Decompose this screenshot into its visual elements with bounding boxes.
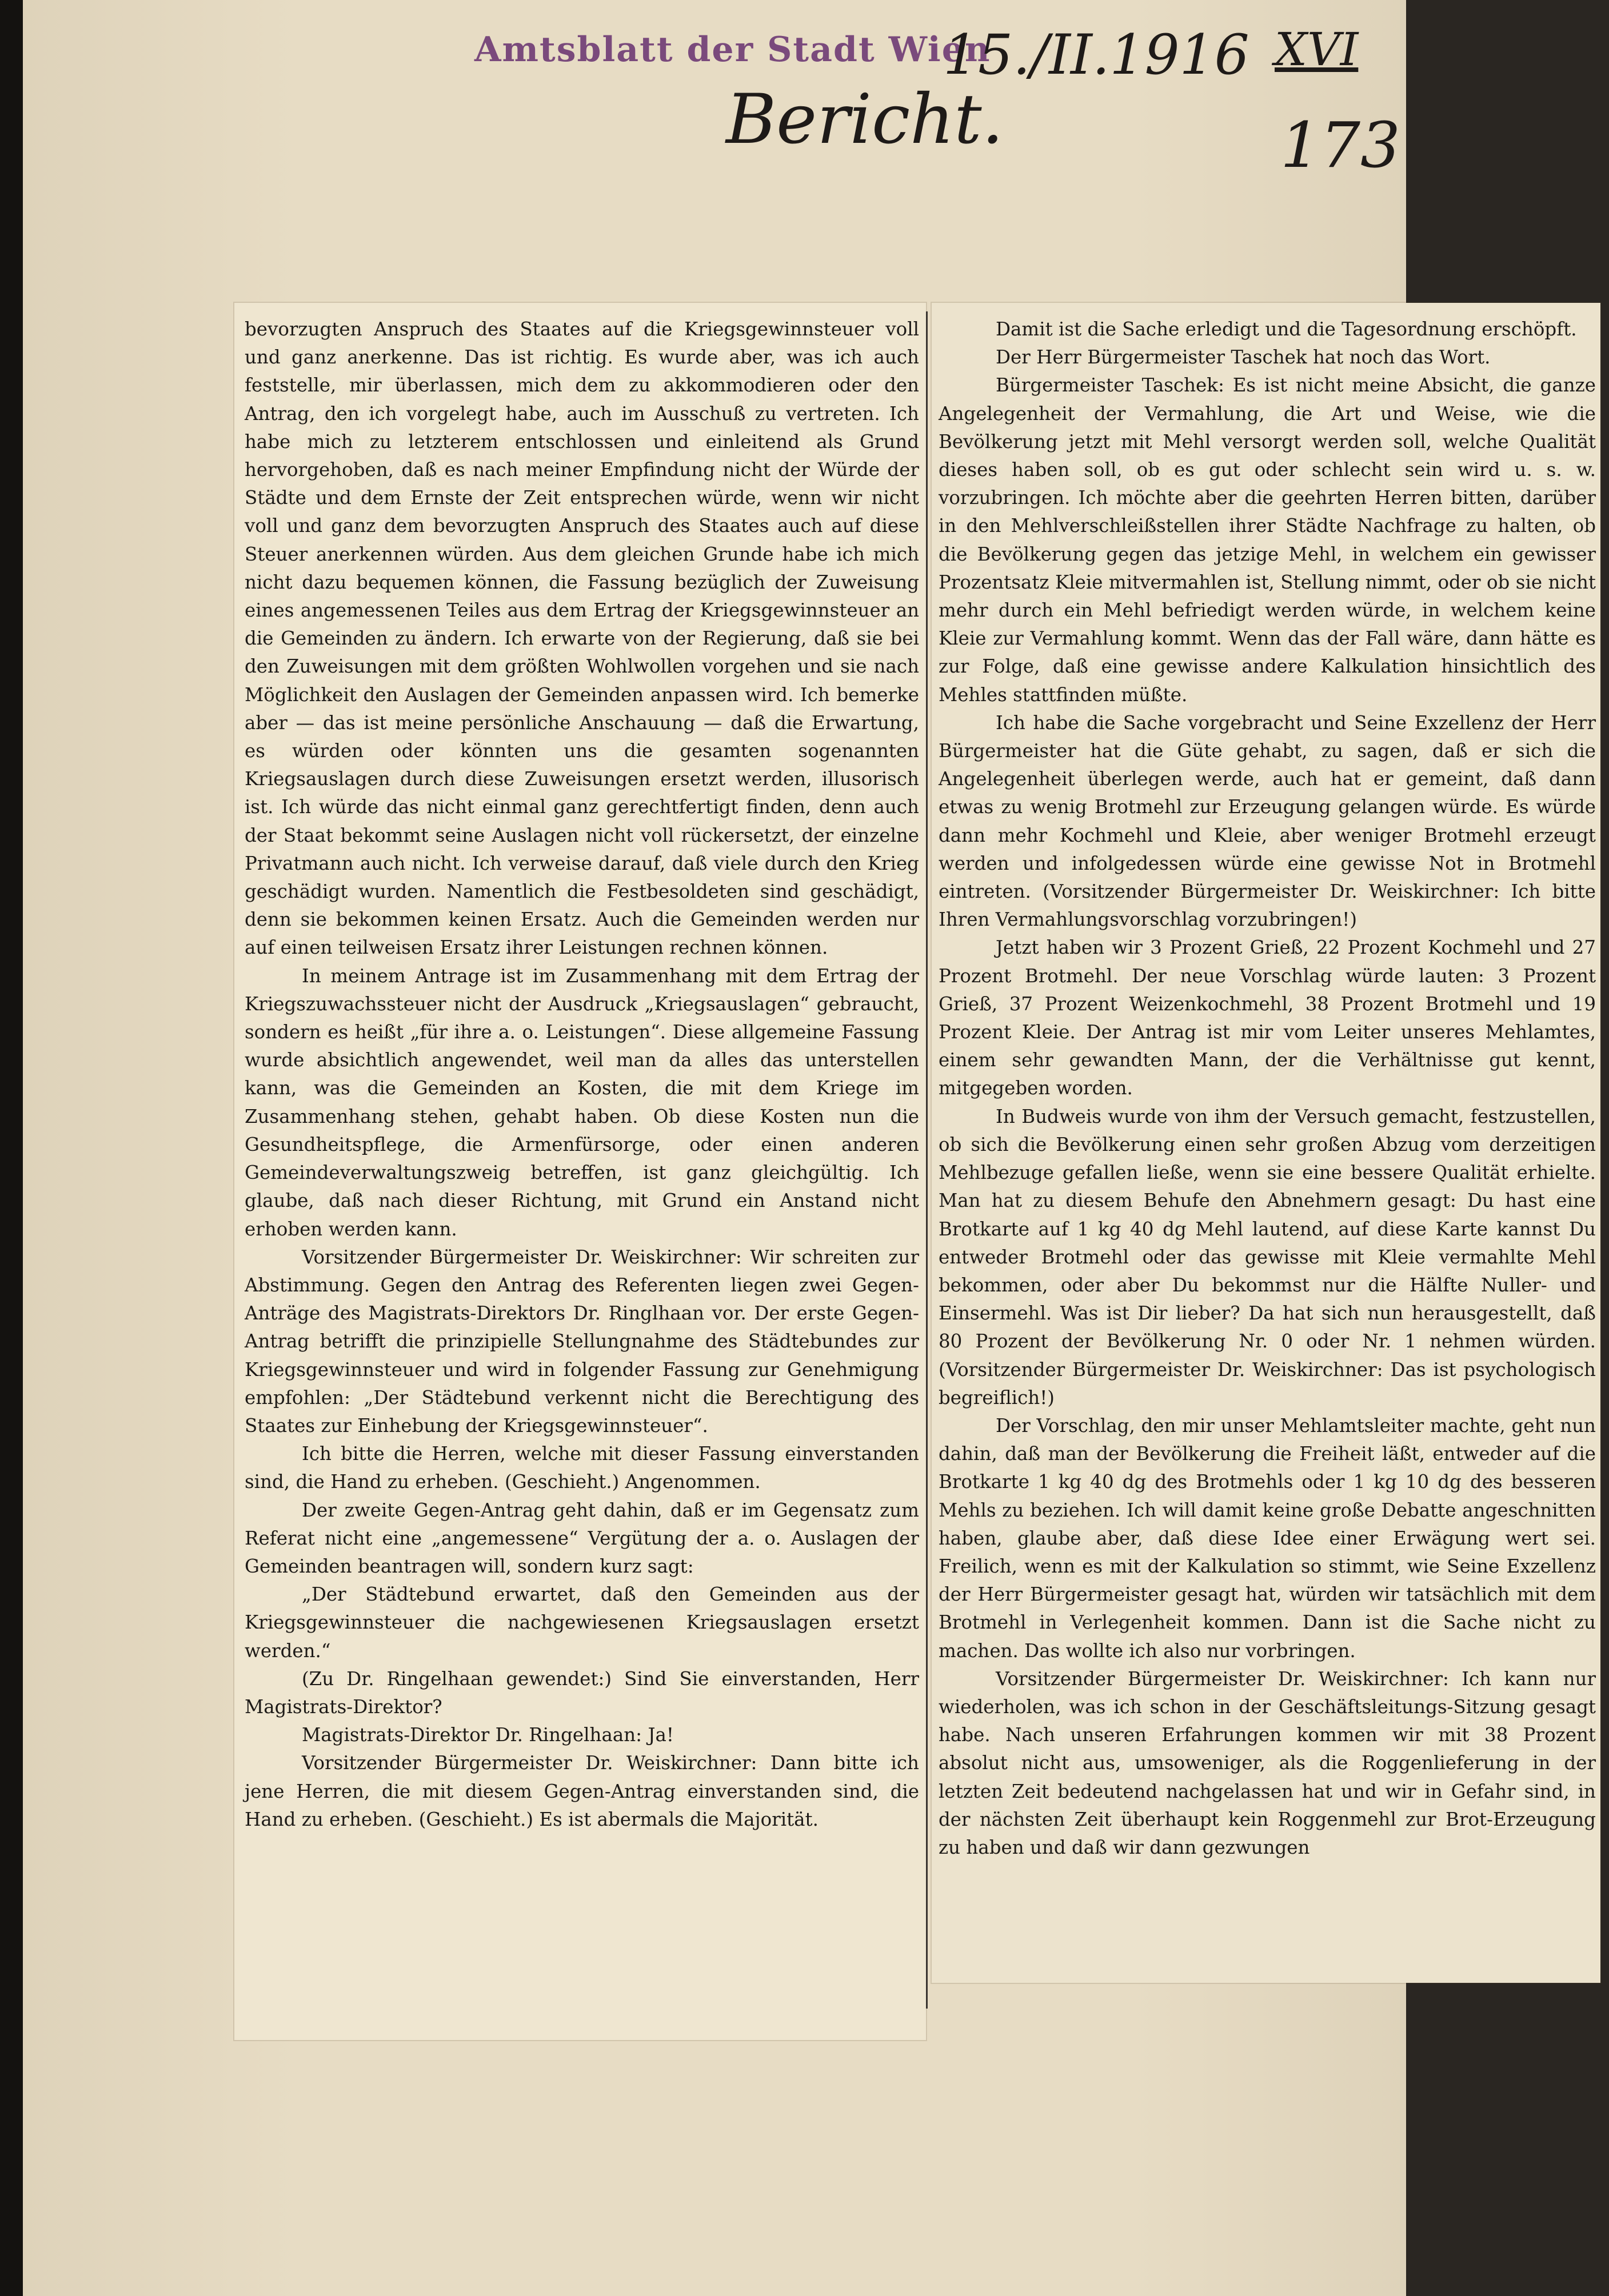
paragraph: Ich bitte die Herren, welche mit dieser Fassung einverstanden sind, die Hand zu erheben. (Geschieht.) Angenommen. <box>245 1443 919 1493</box>
paragraph: In Budweis wurde von ihm der Versuch gemacht, festzustellen, ob sich die Bevölkerung einen sehr großen Abzug vom derzeitigen Mehlbezuge gefallen ließe, wenn sie eine bessere Qualität erhielte. Man hat zu diesem Behufe den Abnehmern gesagt: Du hast eine Brotkarte auf 1 kg 40 dg Mehl lautend, auf diese Karte kannst Du entweder Brotmehl oder das gewisse mit Kleie vermahlte Mehl bekommen, oder aber Du bekommst nur die Hälfte Nuller- und Einsermehl. Was ist Dir lieber? Da hat sich nun herausgestellt, daß 80 Prozent der Bevölkerung Nr. 0 oder Nr. 1 nehmen würden. (Vorsitzender Bürgermeister Dr. Weiskirchner: Das ist psychologisch begreiflich!) <box>939 1105 1596 1409</box>
handwritten-title: Bericht. <box>726 80 1004 159</box>
page-number: 173 <box>1280 109 1400 182</box>
handwritten-date: 15./II.1916 <box>943 23 1249 87</box>
paragraph: bevorzugten Anspruch des Staates auf die Kriegsgewinnsteuer voll und ganz anerkenne. Das ist richtig. Es wurde aber, was ich auch feststelle, mir überlassen, mich dem zu akkommodieren oder den Antrag, den ich vorgelegt habe, auch im Ausschuß zu vertreten. Ich habe mich zu letzterem entschlossen und einleitend als Grund hervorgehoben, daß es nach meiner Empfindung nicht der Würde der Städte und dem Ernste der Zeit entsprechen würde, wenn wir nicht voll und ganz dem bevorzugten Anspruch des Staates auch auf diese Steuer anerkennen würden. Aus dem gleichen Grunde habe ich mich nicht dazu bequemen können, die Fassung bezüglich der Zuweisung eines angemessenen Teiles aus dem Ertrag der Kriegsgewinnsteuer an die Gemeinden zu ändern. Ich erwarte von der Regierung, daß sie bei den Zuweisungen mit dem größten Wohlwollen vorgehen und sie nach Möglichkeit den Auslagen der Gemeinden anpassen wird. Ich bemerke aber — das ist meine persönliche Anschauung — daß die Erwartung, es würden oder könnten uns die gesamten sogenannten Kriegsauslagen durch diese Zuweisungen ersetzt werden, illusorisch ist. Ich würde das nicht einmal ganz gerechtfertigt finden, denn auch der Staat bekommt seine Auslagen nicht voll rückersetzt, der einzelne Privatmann auch nicht. Ich verweise darauf, daß viele durch den Krieg geschädigt wurden. Namentlich die Festbesoldeten sind geschädigt, denn sie bekommen keinen Ersatz. Auch die Gemeinden werden nur auf einen teilweisen Ersatz ihrer Leistungen rechnen können. <box>245 318 919 959</box>
roman-numeral: XVI <box>1275 23 1359 76</box>
paragraph: Der Vorschlag, den mir unser Mehlamtsleiter machte, geht nun dahin, daß man der Bevölkerung die Freiheit läßt, entweder auf die Brotkarte 1 kg 40 dg des Brotmehls oder 1 kg 10 dg des besseren Mehls zu beziehen. Ich will damit keine große Debatte angeschnitten haben, glaube aber, daß diese Idee einer Erwägung wert sei. Freilich, wenn es mit der Kalkulation so stimmt, wie Seine Exzellenz der Herr Bürgermeister gesagt hat, würden wir tatsächlich mit dem Brotmehl in Verlegenheit kommen. Dann ist die Sache nicht zu machen. Das wollte ich also nur vorbringen. <box>939 1414 1596 1662</box>
paragraph: Bürgermeister Taschek: Es ist nicht meine Absicht, die ganze Angelegenheit der Vermahlung, die Art und Weise, wie die Bevölkerung jetzt mit Mehl versorgt werden soll, welche Qualität dieses haben soll, ob es gut oder schlecht sein wird u. s. w. vorzubringen. Ich möchte aber die geehrten Herren bitten, darüber in den Mehlverschleißstellen ihrer Städte Nachfrage zu halten, ob die Bevölkerung gegen das jetzige Mehl, in welchem ein gewisser Prozentsatz Kleie mitvermahlen ist, Stellung nimmt, oder ob sie nicht mehr durch ein Mehl befriedigt werden würde, in welchem keine Kleie zur Vermahlung kommt. Wenn das der Fall wäre, dann hätte es zur Folge, daß eine gewisse andere Kalkulation hinsichtlich des Mehles stattfinden müßte. <box>939 374 1596 706</box>
paragraph: Ich habe die Sache vorgebracht und Seine Exzellenz der Herr Bürgermeister hat die Güte gehabt, zu sagen, daß er sich die Angelegenheit überlegen werde, auch hat er gemeint, daß dann etwas zu wenig Brotmehl zur Erzeugung gelangen würde. Es würde dann mehr Kochmehl und Kleie, aber weniger Brotmehl erzeugt werden und infolgedessen würde eine gewisse Not in Brotmehl eintreten. (Vorsitzender Bürgermeister Dr. Weiskirchner: Ich bitte Ihren Vermahlungsvorschlag vorzubringen!) <box>939 711 1596 931</box>
paragraph: Damit ist die Sache erledigt und die Tagesordnung erschöpft. <box>996 318 1577 340</box>
column-rule <box>926 311 928 2009</box>
newspaper-stamp: Amtsblatt der Stadt Wien <box>474 30 991 70</box>
right-column <box>939 315 1596 1862</box>
paragraph: Vorsitzender Bürgermeister Dr. Weiskirchner: Dann bitte ich jene Herren, die mit diesem Gegen-Antrag einverstanden sind, die Hand zu erheben. (Geschieht.) Es ist abermals die Majorität. <box>245 1752 919 1830</box>
left-column <box>245 315 919 1834</box>
paragraph: (Zu Dr. Ringelhaan gewendet:) Sind Sie einverstanden, Herr Magistrats-Direktor? <box>245 1667 919 1718</box>
scan-edge <box>0 0 23 2296</box>
paragraph: „Der Städtebund erwartet, daß den Gemeinden aus der Kriegsgewinnsteuer die nachgewiesenen Kriegsauslagen ersetzt werden.“ <box>245 1583 919 1662</box>
paragraph: Der zweite Gegen-Antrag geht dahin, daß er im Gegensatz zum Referat nicht eine „angemessene“ Vergütung der a. o. Auslagen der Gemeinden beantragen will, sondern kurz sagt: <box>245 1499 919 1577</box>
paragraph: Vorsitzender Bürgermeister Dr. Weiskirchner: Ich kann nur wiederholen, was ich schon in der Geschäftsleitungs-Sitzung gesagt habe. Nach unseren Erfahrungen kommen wir mit 38 Prozent absolut nicht aus, umsoweniger, als die Roggenlieferung in der letzten Zeit bedeutend nachgelassen hat und wir in Gefahr sind, in der nächsten Zeit überhaupt kein Roggenmehl zur Brot-Erzeugung zu haben und daß wir dann gezwungen <box>939 1667 1596 1858</box>
paragraph: In meinem Antrage ist im Zusammenhang mit dem Ertrag der Kriegszuwachssteuer nicht der Ausdruck „Kriegsauslagen“ gebraucht, sondern es heißt „für ihre a. o. Leistungen“. Diese allgemeine Fassung wurde absichtlich angewendet, weil man da alles das unterstellen kann, was die Gemeinden an Kosten, die mit dem Kriege im Zusammenhang stehen, gehabt haben. Ob diese Kosten nun die Gesundheitspflege, die Armenfürsorge, oder einen anderen Gemeindeverwaltungszweig betreffen, ist ganz gleichgültig. Ich glaube, daß nach dieser Richtung, mit Grund ein Anstand nicht erhoben werden kann. <box>245 965 919 1240</box>
paragraph: Vorsitzender Bürgermeister Dr. Weiskirchner: Wir schreiten zur Abstimmung. Gegen den Antrag des Referenten liegen zwei Gegen-Anträge des Magistrats-Direktors Dr. Ringlhaan vor. Der erste Gegen-Antrag betrifft die prinzipielle Stellungnahme des Städtebundes zur Kriegsgewinnsteuer und wird in folgender Fassung zur Genehmigung empfohlen: „Der Städtebund verkennt nicht die Berechtigung des Staates zur Einhebung der Kriegsgewinnsteuer“. <box>245 1246 919 1437</box>
paragraph: Der Herr Bürgermeister Taschek hat noch das Wort. <box>996 346 1491 369</box>
paragraph: Magistrats-Direktor Dr. Ringelhaan: Ja! <box>302 1724 674 1746</box>
paragraph: Jetzt haben wir 3 Prozent Grieß, 22 Prozent Kochmehl und 27 Prozent Brotmehl. Der neue Vorschlag würde lauten: 3 Prozent Grieß, 37 Prozent Weizenkochmehl, 38 Prozent Brotmehl und 19 Prozent Kleie. Der Antrag ist mir vom Leiter unseres Mehlamtes, einem sehr gewandten Mann, der die Verhältnisse gut kennt, mitgegeben worden. <box>939 937 1596 1099</box>
